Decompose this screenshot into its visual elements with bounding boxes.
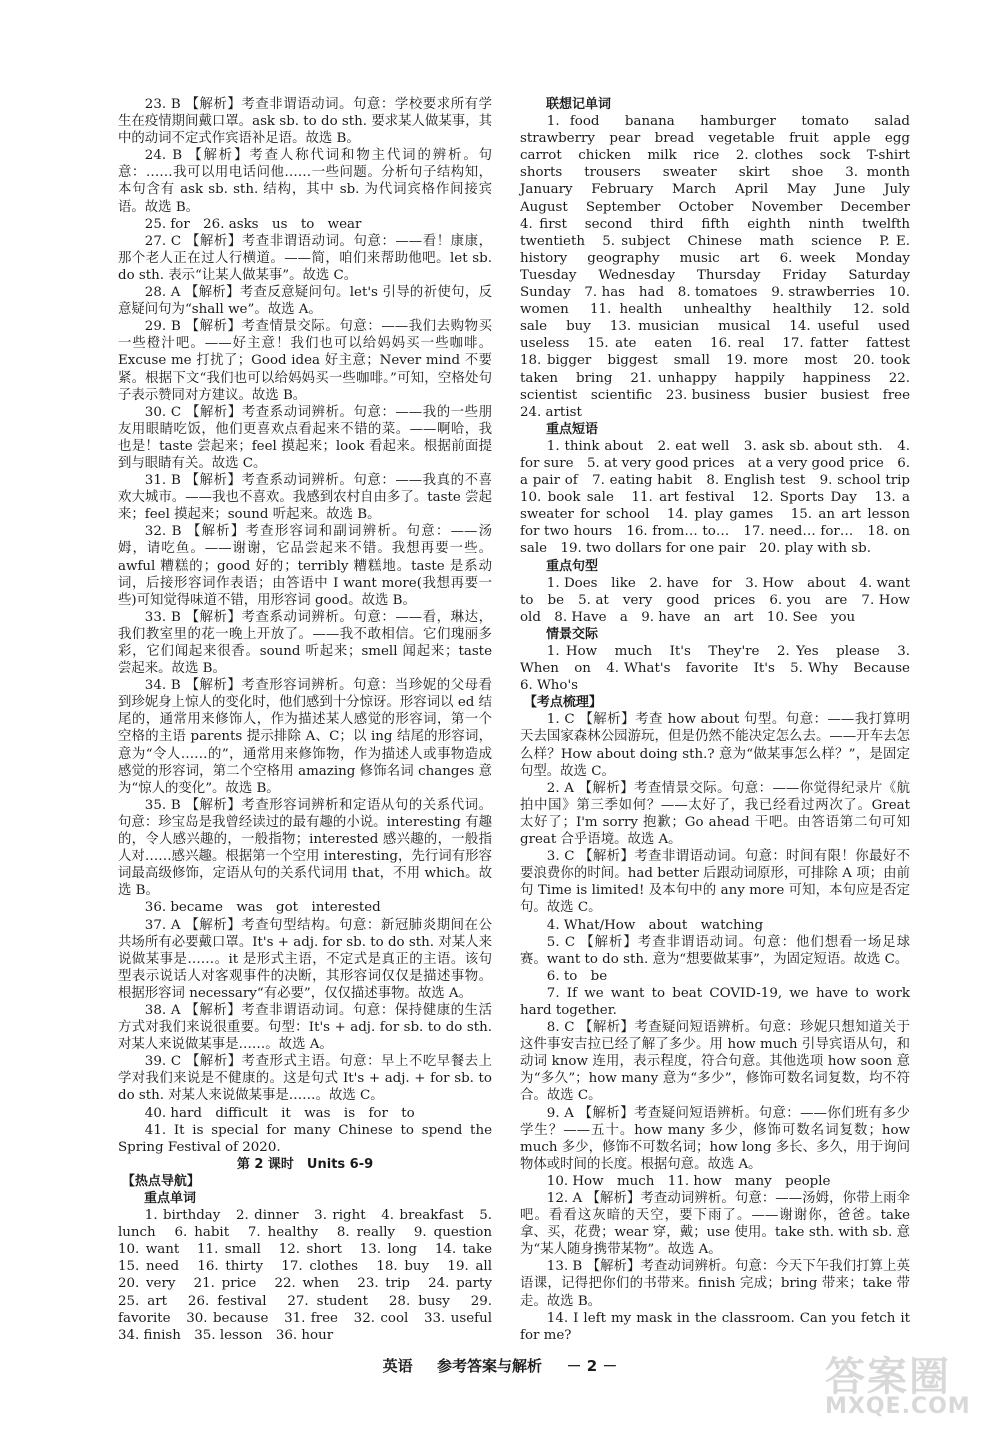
right-column <box>520 96 924 1344</box>
answer-paragraph: 1. Does like 2. have for 3. How about 4. want to be 5. at very good prices 6. you are 7. How old 8. Have a 9. have an art 10. See you <box>520 575 910 625</box>
answer-paragraph: 3. C 【解析】考查非谓语动词。句意：时间有限！你最好不要浪费你的时间。had better 后跟动词原形，可排除 A 项；由前句 Time is limited! 及本句中的 any more 可知，本句应是否定句。故选 C。 <box>520 849 910 916</box>
answer-paragraph: 13. B 【解析】考查动词辨析。句意：今天下午我们打算上英语课，记得把你们的书带来。finish 完成；bring 带来；take 带走。故选 B。 <box>520 1259 910 1309</box>
answer-paragraph: 4. What/How about watching <box>546 917 764 933</box>
section-subheading: 重点短语 <box>546 421 599 437</box>
answer-paragraph: 23. B 【解析】考查非谓语动词。句意：学校要求所有学生在疫情期间戴口罩。ask sb. to do sth. 要求某人做某事，其中的动词不定式作宾语补足语。故选 B。 <box>118 97 492 147</box>
footer-subject: 英语 <box>382 1357 413 1375</box>
answer-paragraph: 27. C 【解析】考查非谓语动词。句意：——看！康康，那个老人正在过人行横道。——简，咱们来帮助他吧。let sb. do sth. 表示“让某人做某事”。故选 C。 <box>118 233 492 283</box>
section-subheading: 情景交际 <box>546 626 599 642</box>
answer-paragraph: 31. B 【解析】考查系动词辨析。句意：——我真的不喜欢大城市。——我也不喜欢。我感到农村自由多了。taste 尝起来；feel 摸起来；sound 听起来。故选 B。 <box>118 473 492 523</box>
answer-paragraph: 38. A 【解析】考查非谓语动词。句意：保持健康的生活方式对我们来说很重要。句型：It's + adj. for sb. to do sth. 对某人来说做某事是……。故选 A。 <box>118 1002 492 1053</box>
answer-paragraph: 37. A 【解析】考查句型结构。句意：新冠肺炎期间在公共场所有必要戴口罩。It's + adj. for sb. to do sth. 对某人来说做某事是……。it 是形式主语，不定式是真正的主语。该句型表示说话人对客观事件的决断，其形容词仅仅是描述事物。根据形容词 necessary“有必要”，仅仅描述事物。故选 A。 <box>118 917 492 1001</box>
watermark-logo-text: 答案圈 <box>825 1354 951 1400</box>
watermark-logo <box>825 1345 985 1425</box>
answer-paragraph: 39. C 【解析】考查形式主语。句意：早上不吃早餐去上学对我们来说是不健康的。这是句式 It's + adj. + for sb. to do sth. 对某人来说做某事是……。故选 C。 <box>118 1054 492 1104</box>
answer-paragraph: 8. C 【解析】考查疑问短语辨析。句意：珍妮只想知道关于这件事安吉拉已经了解了多少。用 how much 引导宾语从句，和动词 know 连用，表示程度，符合句意。其他选项 how soon 意为“多久”；how many 意为“多少”，修饰可数名词复数，均不符合。故选 C。 <box>520 1020 910 1104</box>
answer-paragraph: 2. A 【解析】考查情景交际。句意：——你觉得纪录片《航拍中国》第三季如何？——太好了，我已经看过两次了。Great 太好了；I'm sorry 抱歉；Go ahead 干吧。由答语第二句可知 great 合乎语境。故选 A。 <box>520 780 910 848</box>
answer-paragraph: 1. C 【解析】考查 how about 句型。句意：——我打算明天去国家森林公园游玩，但是仍然不能决定怎么去。——开车去怎么样？How about doing sth.? 意为“做某事怎么样？”，是固定句型。故选 C。 <box>520 712 910 779</box>
answer-paragraph: 10. How much 11. how many people <box>546 1173 831 1189</box>
answer-paragraph: 25. for 26. asks us to wear <box>144 216 362 232</box>
left-column <box>118 96 506 1344</box>
answer-paragraph: 41. It is special for many Chinese to spend the Spring Festival of 2020. <box>118 1122 492 1155</box>
answer-paragraph: 24. B 【解析】考查人称代词和物主代词的辨析。句意：……我可以用电话问他……一些问题。分析句子结构知，本句含有 ask sb. sth. 结构，其中 sb. 为代词宾格作间接宾语。故选 B。 <box>118 148 492 215</box>
answer-paragraph: 14. I left my mask in the classroom. Can you fetch it for me? <box>520 1310 910 1343</box>
lesson-heading: 第 2 课时 Units 6-9 <box>236 1156 374 1172</box>
answer-paragraph: 1. food banana hamburger tomato salad strawberry pear bread vegetable fruit apple egg carrot chicken milk rice 2. clothes sock T-shirt shorts trousers sweater skirt shoe 3. month January February March April May June July August September October November December 4. first second third fifth eighth ninth twelfth twentieth 5. subject Chinese math science P. E. history geography music art 6. week Monday Tuesday Wednesday Thursday Friday Saturday Sunday 7. has had 8. tomatoes 9. strawberries 10. women 11. health unhealthy healthily 12. sold sale buy 13. musician musical 14. useful used useless 15. ate eaten 16. real 17. fatter fattest 18. bigger biggest small 19. more most 20. took taken bring 21. unhappy happily happiness 22. scientist scientific 23. business busier busiest free 24. artist <box>520 114 924 420</box>
answer-paragraph: 36. became was got interested <box>144 900 381 916</box>
answer-paragraph: 40. hard difficult it was is for to <box>144 1105 415 1121</box>
page-number: － 2 － <box>566 1357 618 1375</box>
answer-paragraph: 35. B 【解析】考查形容词辨析和定语从句的关系代词。句意：珍宝岛是我曾经读过的最有趣的小说。interesting 有趣的，令人感兴趣的，一般指物；interested 感兴趣的，一般指人对……感兴趣。根据第一个空用 interesting，先行词有形容词最高级修饰，定语从句的关系代词用 that，不用 which。故选 B。 <box>118 797 492 899</box>
answer-paragraph: 7. If we want to beat COVID-19, we have to work hard together. <box>520 985 910 1018</box>
section-subheading: 联想记单词 <box>546 97 612 112</box>
footer-title: 参考答案与解析 <box>437 1357 543 1375</box>
answer-paragraph: 5. C 【解析】考查非谓语动词。句意：他们想看一场足球赛。want to do sth. 意为“想要做某事”，为固定短语。故选 C。 <box>520 934 910 967</box>
section-heading: 【考点梳理】 <box>523 695 602 711</box>
answer-paragraph: 9. A 【解析】考查疑问短语辨析。句意：——你们班有多少学生？——五十。how many 多少，修饰可数名词复数；how much 多少，修饰不可数名词；how long 多长、多久，用于询问物体或时间的长度。根据句意。故选 A。 <box>520 1105 910 1172</box>
section-heading: 【热点导航】 <box>121 1173 200 1189</box>
answer-paragraph: 30. C 【解析】考查系动词辨析。句意：——我的一些朋友用眼睛吃饭，他们更喜欢点看起来不错的菜。——啊哈，我也是！taste 尝起来；feel 摸起来；look 看起来。根据前面提到与眼睛有关。故选 C。 <box>118 404 492 471</box>
answer-paragraph: 32. B 【解析】考查形容词和副词辨析。句意：——汤姆，请吃鱼。——谢谢，它品尝起来不错。我想再要一些。awful 糟糕的；good 好的；terribly 糟糕地。taste 是系动词，后接形容词作表语；由答语中 I want more(我想再要一些)可知觉得味道不错，用形容词 good。故选 B。 <box>118 524 492 608</box>
section-subheading: 重点单词 <box>144 1191 197 1206</box>
answer-paragraph: 1. birthday 2. dinner 3. right 4. breakfast 5. lunch 6. habit 7. healthy 8. really 9. question 10. want 11. small 12. short 13. long 14. take 15. need 16. thirty 17. clothes 18. buy 19. all 20. very 21. price 22. when 23. trip 24. party 25. art 26. festival 27. student 28. busy 29. favorite 30. because 31. free 32. cool 33. useful 34. finish 35. lesson 36. hour <box>118 1208 506 1343</box>
watermark-url: MXQE.COM <box>825 1394 971 1419</box>
answer-paragraph: 1. How much It's They're 2. Yes please 3. When on 4. What's favorite It's 5. Why Because 6. Who's <box>520 644 924 694</box>
section-subheading: 重点句型 <box>546 558 599 574</box>
answer-paragraph: 6. to be <box>546 968 608 984</box>
answer-paragraph: 1. think about 2. eat well 3. ask sb. about sth. 4. for sure 5. at very good prices at a very good price 6. a pair of 7. eating habit 8. English test 9. school trip 10. book sale 11. art festival 12. Sports Day 13. a sweater for school 14. play games 15. an art lesson for two hours 16. from… to… 17. need… for… 18. on sale 19. two dollars for one pair 20. play with sb. <box>520 438 924 557</box>
answer-paragraph: 34. B 【解析】考查形容词辨析。句意：当珍妮的父母看到珍妮身上惊人的变化时，他们感到十分惊讶。形容词以 ed 结尾的，通常用来修饰人，作为描述某人感觉的形容词，第一个空格的主语 parents 提示排除 A、C；以 ing 结尾的形容词，意为“令人……的”，通常用来修饰物，作为描述人或事物造成感觉的形容词，第二个空格用 amazing 修饰名词 changes 意为“惊人的变化”。故选 B。 <box>118 678 492 796</box>
answer-paragraph: 12. A 【解析】考查动词辨析。句意：——汤姆，你带上雨伞吧。看看这灰暗的天空，要下雨了。——谢谢你，爸爸。take 拿、买，花费；wear 穿，戴；use 使用。take sth. with sb. 意为“某人随身携带某物”。故选 A。 <box>520 1191 910 1258</box>
answer-paragraph: 29. B 【解析】考查情景交际。句意：——我们去购物买一些橙汁吧。——好主意！我们也可以给妈妈买一些咖啡。Excuse me 打扰了；Good idea 好主意；Never mind 不要紧。根据下文“我们也可以给妈妈买一些咖啡。”可知，空格处句子表示赞同对方建议。故选 B。 <box>118 319 492 403</box>
answer-paragraph: 33. B 【解析】考查系动词辨析。句意：——看，琳达，我们教室里的花一晚上开放了。——我不敢相信。它们瑰丽多彩，它们闻起来很香。sound 听起来；smell 闻起来；taste 尝起来。故选 B。 <box>118 609 492 677</box>
answer-paragraph: 28. A 【解析】考查反意疑问句。let's 引导的祈使句，反意疑问句为“shall we”。故选 A。 <box>118 285 492 318</box>
